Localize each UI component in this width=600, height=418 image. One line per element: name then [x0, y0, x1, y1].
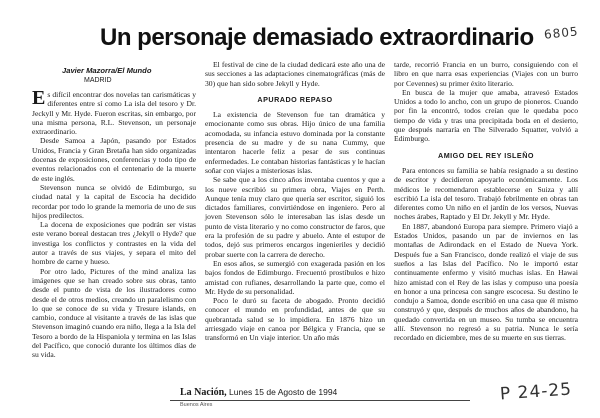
article-column-3 — [394, 60, 578, 343]
handwritten-page-note: P 24-25 — [499, 379, 573, 405]
paragraph — [32, 87, 196, 137]
section-heading: APURADO REPASO — [257, 94, 333, 104]
paragraph-text: s difícil encontrar dos novelas tan carismáticas y diferentes entre sí como La isla del tesoro y Dr. Jeckyll y Mr. Hyde. Fueron escritas, sin embargo, por una misma persona, R.L. Stevenson, un personaje extraordinario. — [32, 90, 196, 137]
article-column-2 — [205, 60, 385, 343]
publication-date: Lunes 15 de Agosto de 1994 — [226, 387, 338, 397]
newspaper-footer — [180, 387, 500, 408]
footer-rule — [170, 400, 470, 401]
column-1-body — [32, 87, 196, 360]
paragraph: En 1887, abandonó Europa para siempre. Primero viajó a Estados Unidos, pasando un par de inviernos en las montañas de Adirondack en el Estado de Nueva York. Después fue a San Francisco, donde realizó el viaje de sus sueños a las Islas del Pacífico. No le importó estar continuamente enfermo y visitó muchas islas. En Hawai hizo amistad con el Rey de las islas y compuso una poesía en honor a una princesa con sangre escocesa. Su destino le condujo a Samoa, donde escribió en una casa que él mismo construyó y que, después de muchos años de abandono, ha quedado convertida en un museo. Su tumba se encuentra allí. Stevenson no regresó a su patria. Nunca le sería recordado en diciembre, mes de su muerte en sus tierras. — [394, 221, 578, 343]
paragraph: Desde Samoa a Japón, pasando por Estados Unidos, Francia y Gran Bretaña han sido organizadas docenas de exposiciones, conferencias y todo tipo de eventos relacionados con el centenario de la muerte de este inglés. — [32, 136, 196, 183]
paragraph: Stevenson nunca se olvidó de Edimburgo, su ciudad natal y la capital de Escocia ha decidido recordar por todo lo grande la memoria de uno de sus hijos predilectos. — [32, 182, 196, 220]
paragraph: La existencia de Stevenson fue tan dramática y emocionante como sus obras. Hijo único de una familia acomodada, su infancia estuvo dominada por la constante presencia de su madre y de su nana Cummy, que intentaron hacerle feliz a pesar de sus continuas enfermedades. Le contaban historias fantásticas y le hacían soñar con viajes a misteriosas islas. — [205, 110, 385, 175]
paragraph: Por otro lado, Pictures of the mind analiza las imágenes que se han creado sobre sus obras, tanto desde el punto de vista de los ilustradores como desde el de otros medios, creando un paralelismo con lo que se conoce de su vida y Tresure islands, en cambio, conduce al visitante a través de las islas que Stevenson imaginó cuando era niño, llega a la Isla del Tesoro a bordo de la Hispaniola y termina en las Islas del Pacífico, que conoció durante los últimos días de su vida. — [32, 266, 196, 360]
paragraph: Poco le duró su faceta de abogado. Pronto decidió conocer el mundo en profundidad, antes de que su quebrantada salud se lo impidiera. En 1876 hizo un arriesgado viaje en canoa por Bélgica y Francia, que se transformó en Un viaje interior. Un año más — [205, 296, 385, 343]
paragraph: La docena de exposiciones que podrán ser vistas este verano boreal destacan tres ¿Jekyll o Hyde? que investiga los conflictos y contrastes en la vida del autor a través de sus viajes, y separa el mito del hombre de carne y hueso. — [32, 220, 196, 267]
article-column-1 — [32, 66, 196, 360]
article-headline: Un personaje demasiado extraordinario — [100, 24, 534, 51]
newspaper-masthead: La Nación, — [180, 387, 227, 398]
paragraph: tarde, recorrió Francia en un burro, consiguiendo con el libro en que narra esas experiencias (Viajes con un burro por Cevennes) su primer éxito literario. — [394, 60, 578, 88]
footer-fine-print: Buenos Aires — [180, 402, 213, 408]
section-heading: AMIGO DEL REY ISLEÑO — [438, 150, 534, 160]
paragraph: Para entonces su familia se había resignado a su destino de escritor y decidieron apoyarlo económicamente. Los médicos le recomendaron establecerse en Suiza y allí escribió La isla del tesoro. Trabajó febrilmente en obras tan diferentes como Un niño en el jardín de los versos, Nuevas noches árabes, Raptado y El Dr. Jekyll y Mr. Hyde. — [394, 165, 578, 222]
paragraph: Se sabe que a los cinco años inventaba cuentos y que a los nueve escribió su primera obra, Viajes en Perth. Aunque tenía muy claro que quería ser escritor, siguió los dictados familiares, convirtiéndose en ingeniero. Pero al joven Stevenson sólo le interesaban las islas desde un punto de vista literario y no como constructor de faros, que era la profesión de su padre y abuelo. Ante el estupor de todos, dejó sus primeros encargos ingenieriles y decidió probar suerte con la carrera de derecho. — [205, 175, 385, 259]
paragraph: En busca de la mujer que amaba, atravesó Estados Unidos a todo lo ancho, con un grupo de pioneros. Cuando por fin la encontró, todos creían que le quedaba poco tiempo de vida y tras una precipitada boda en el desierto, que después narraría en The Silverado Squatter, volvió a Edimburgo. — [394, 87, 578, 144]
byline-place: MADRID — [84, 77, 112, 84]
drop-cap: E — [32, 87, 46, 109]
paragraph: En esos años, se sumergió con exagerada pasión en los bajos fondos de Edimburgo. Frecuentó prostíbulos e hizo amistad con rufianes, desarrollando la parte que, como el Mr. Hyde de su personalidad. — [205, 258, 385, 296]
handwritten-archive-number: 6805 — [543, 24, 580, 42]
byline-author: Javier Mazorra/El Mundo — [62, 66, 152, 75]
paragraph: El festival de cine de la ciudad dedicará este año una de sus secciones a las adaptaciones cinematográficas (más de 30) que han sido sobre Jekyll y Hyde. — [205, 60, 385, 88]
